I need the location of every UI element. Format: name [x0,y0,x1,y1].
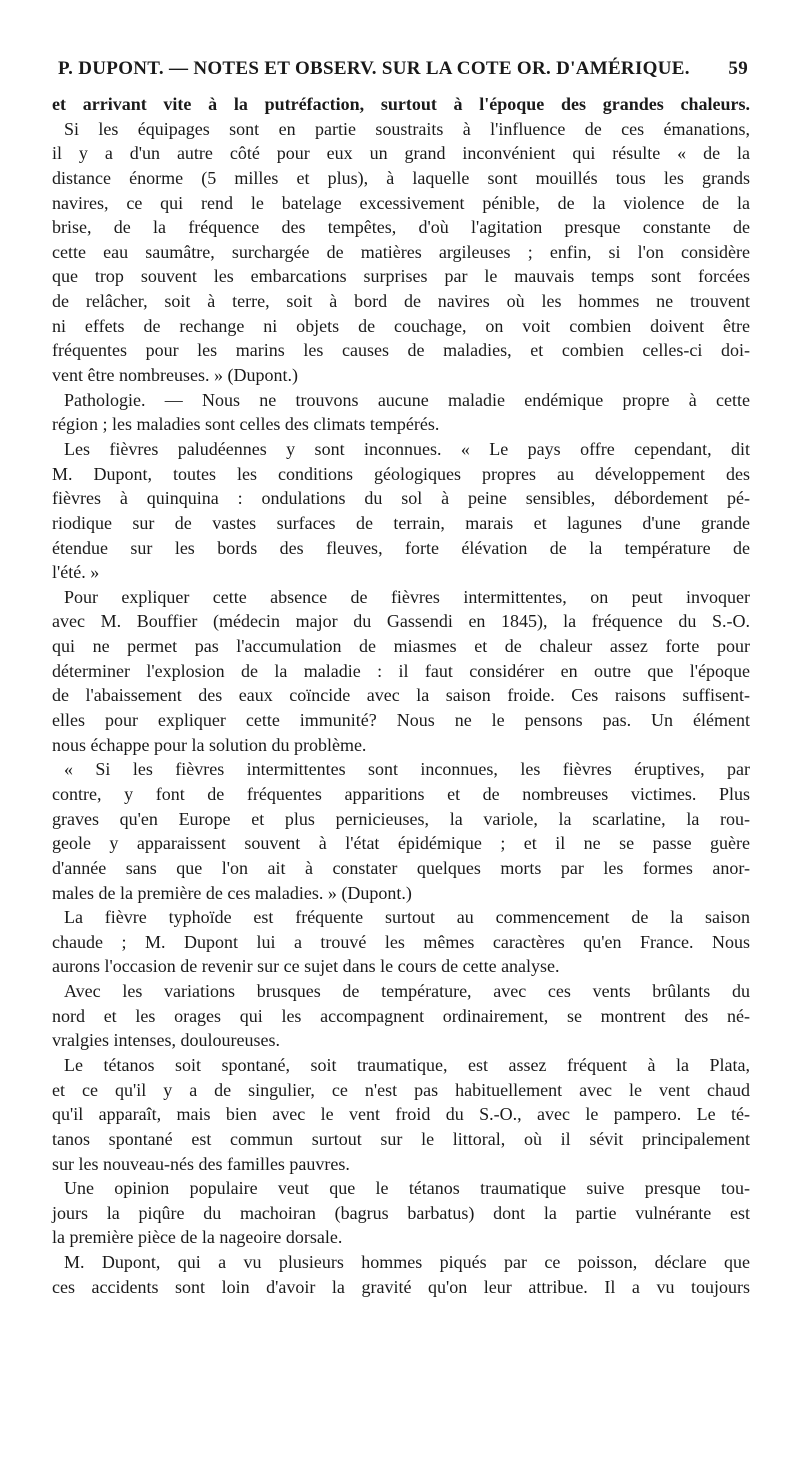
text-line: d'année sans que l'on ait à constater quelques morts par les formes anor- [52,857,750,878]
text-line: ces accidents sont loin d'avoir la gravité qu'on leur attribue. Il a vu toujours [52,1276,750,1297]
text-line: vent être nombreuses. » (Dupont.) [52,365,298,386]
text-line: riodique sur de vastes surfaces de terrain, marais et lagunes d'une grande [52,512,750,533]
page-number: 59 [728,58,748,79]
running-header [58,58,748,86]
text-line: sur les nouveau-nés des familles pauvres. [52,1153,350,1174]
body-text [52,92,750,1299]
running-title: P. DUPONT. — NOTES ET OBSERV. SUR LA COTE OR. D'AMÉRIQUE. [58,58,690,79]
text-line: Une opinion populaire veut que le tétanos traumatique suive presque tou- [64,1178,750,1199]
text-line: chaude ; M. Dupont lui a trouvé les mêmes caractères qu'en France. Nous [52,931,750,952]
text-line: Si les équipages sont en partie soustraits à l'influence de ces émanations, [64,118,750,139]
text-line: région ; les maladies sont celles des climats tempérés. [52,414,440,435]
text-line: fréquentes pour les marins les causes de maladies, et combien celles-ci doi- [52,340,750,361]
text-line: cette eau saumâtre, surchargée de matières argileuses ; enfin, si l'on considère [52,241,750,262]
text-line: Le tétanos soit spontané, soit traumatique, est assez fréquent à la Plata, [64,1054,750,1075]
text-line: la première pièce de la nageoire dorsale. [52,1227,343,1248]
text-line: que trop souvent les embarcations surprises par le mauvais temps sont forcées [52,266,750,287]
text-line: jours la piqûre du machoiran (bagrus barbatus) dont la partie vulnérante est [52,1202,750,1223]
text-line: La fièvre typhoïde est fréquente surtout au commencement de la saison [64,907,750,928]
text-line: Pour expliquer cette absence de fièvres intermittentes, on peut invoquer [64,586,750,607]
text-line: contre, y font de fréquentes apparitions et de nombreuses victimes. Plus [52,783,750,804]
text-line: males de la première de ces maladies. » (Dupont.) [52,882,412,903]
text-line: elles pour expliquer cette immunité? Nous ne le pensons pas. Un élément [52,710,750,731]
text-line: Pathologie. — Nous ne trouvons aucune maladie endémique propre à cette [64,389,750,410]
text-line: l'été. » [52,562,100,583]
text-line: fièvres à quinquina : ondulations du sol à peine sensibles, débordement pé- [52,488,750,509]
text-line: brise, de la fréquence des tempêtes, d'où l'agitation presque constante de [52,217,750,238]
text-line: « Si les fièvres intermittentes sont inconnues, les fièvres éruptives, par [64,759,750,780]
text-line: Avec les variations brusques de température, avec ces vents brûlants du [64,981,750,1002]
text-line: de l'abaissement des eaux coïncide avec la saison froide. Ces raisons suffisent- [52,685,750,706]
text-line: vralgies intenses, douloureuses. [52,1030,280,1051]
text-line: avec M. Bouffier (médecin major du Gassendi en 1845), la fréquence du S.-O. [52,611,750,632]
text-line: nous échappe pour la solution du problème. [52,734,367,755]
text-line: qu'il apparaît, mais bien avec le vent froid du S.-O., avec le pampero. Le té- [52,1104,750,1125]
text-line: ni effets de rechange ni objets de couchage, on voit combien doivent être [52,315,750,336]
text-line: M. Dupont, qui a vu plusieurs hommes piqués par ce poisson, déclare que [64,1252,750,1273]
text-line: et arrivant vite à la putréfaction, surtout à l'époque des grandes chaleurs. [52,94,750,114]
text-line: déterminer l'explosion de la maladie : il faut considérer en outre que l'époque [52,660,750,681]
text-line: tanos spontané est commun surtout sur le littoral, où il sévit principalement [52,1128,750,1149]
text-line: de relâcher, soit à terre, soit à bord de navires où les hommes ne trouvent [52,291,750,312]
text-line: étendue sur les bords des fleuves, forte élévation de la température de [52,537,750,558]
text-line: et ce qu'il y a de singulier, ce n'est pas habituellement avec le vent chaud [52,1079,750,1100]
text-line: Les fièvres paludéennes y sont inconnues. « Le pays offre cependant, dit [64,438,750,459]
text-line: distance énorme (5 milles et plus), à laquelle sont mouillés tous les grands [52,167,750,188]
text-line: nord et les orages qui les accompagnent ordinairement, se montrent des né- [52,1005,750,1026]
text-line: aurons l'occasion de revenir sur ce sujet dans le cours de cette analyse. [52,956,560,977]
text-line: navires, ce qui rend le batelage excessivement pénible, de la violence de la [52,192,750,213]
text-line: graves qu'en Europe et plus pernicieuses, la variole, la scarlatine, la rou- [52,808,750,829]
text-line: qui ne permet pas l'accumulation de miasmes et de chaleur assez forte pour [52,636,750,657]
text-line: il y a d'un autre côté pour eux un grand inconvénient qui résulte « de la [52,143,750,164]
text-line: geole y apparaissent souvent à l'état épidémique ; et il ne se passe guère [52,833,750,854]
text-line: M. Dupont, toutes les conditions géologiques propres au développement des [52,463,750,484]
